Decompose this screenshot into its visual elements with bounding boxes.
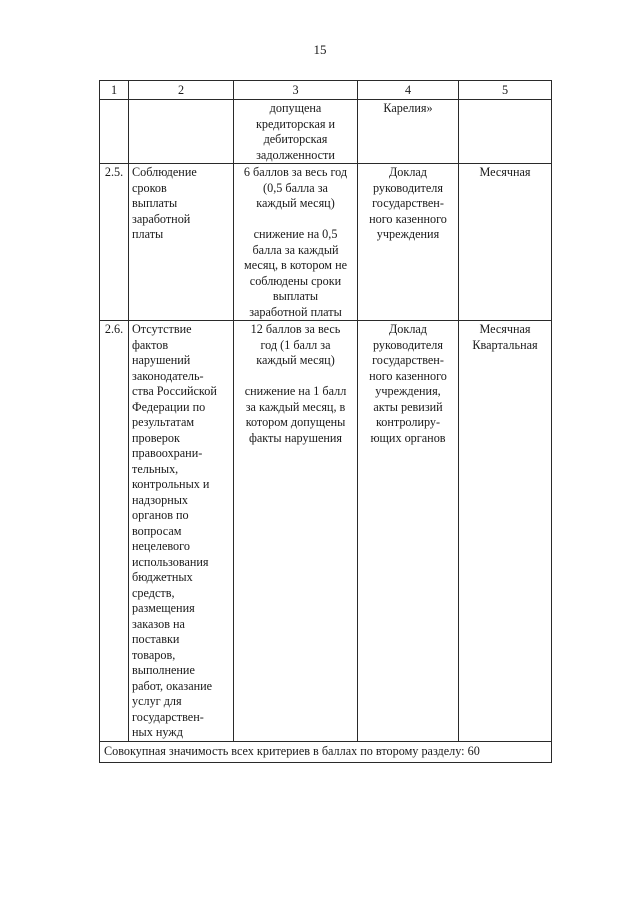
table-row [100, 100, 552, 164]
column-header: 4 [358, 81, 459, 100]
criteria-table [99, 80, 552, 763]
page-number: 15 [313, 42, 327, 57]
source-cell: Доклад руководителя государствен- ного казенного учреждения [358, 164, 459, 321]
column-header: 5 [459, 81, 552, 100]
source-cell: Доклад руководителя государствен- ного казенного учреждения, акты ревизий контролиру- ющих органов [358, 321, 459, 742]
criterion-cell [129, 100, 234, 164]
row-number: 2.5. [100, 164, 129, 321]
table-row [100, 164, 552, 321]
column-header: 2 [129, 81, 234, 100]
period-cell: Месячная [459, 164, 552, 321]
column-header: 3 [234, 81, 358, 100]
score-cell: 12 баллов за весь год (1 балл за каждый месяц) снижение на 1 балл за каждый месяц, в котором допущены факты нарушения [234, 321, 358, 742]
table-row [100, 321, 552, 742]
period-cell [459, 100, 552, 164]
score-cell: 6 баллов за весь год (0,5 балла за каждый месяц) снижение на 0,5 балла за каждый месяц, в котором не соблюдены сроки выплаты заработной платы [234, 164, 358, 321]
criterion-cell: Соблюдение сроков выплаты заработной платы [129, 164, 234, 321]
total-summary: Совокупная значимость всех критериев в баллах по второму разделу: 60 [100, 741, 552, 762]
total-row [100, 741, 552, 762]
table-header-row [100, 81, 552, 100]
row-number [100, 100, 129, 164]
period-cell: Месячная Квартальная [459, 321, 552, 742]
row-number: 2.6. [100, 321, 129, 742]
column-header: 1 [100, 81, 129, 100]
score-cell: допущена кредиторская и дебиторская задолженности [234, 100, 358, 164]
source-cell: Карелия» [358, 100, 459, 164]
criterion-cell: Отсутствие фактов нарушений законодатель- ства Российской Федерации по результатам проверок правоохрани- тельных, контрольных и надзорных органов по вопросам нецелевого использования бюджетных средств, размещения заказов на поставки товаров, выполнение работ, оказание услуг для государствен- ных нужд [129, 321, 234, 742]
